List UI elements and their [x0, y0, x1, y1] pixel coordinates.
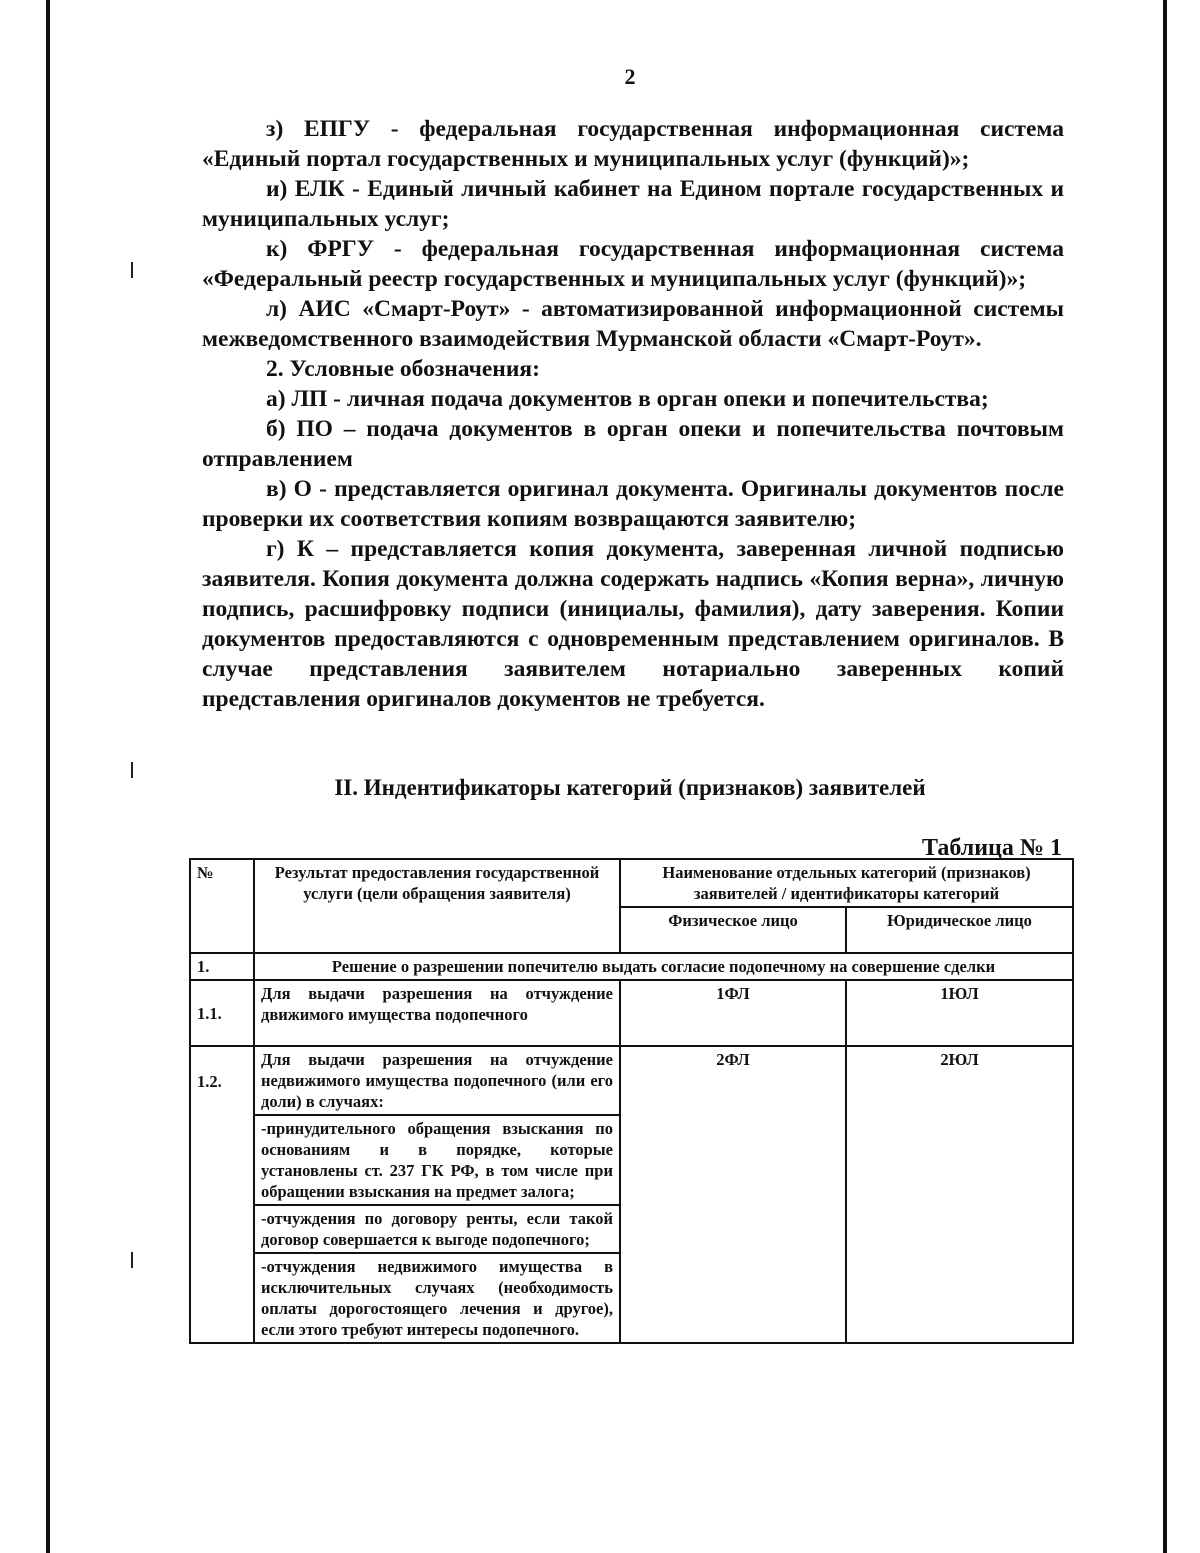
table-caption: Таблица № 1	[921, 835, 1062, 861]
paragraph: л) АИС «Смарт-Роут» - автоматизированной информационной системы межведомственного взаимодействия Мурманской области «Смарт-Роут».	[202, 296, 1064, 352]
row-num	[190, 1046, 254, 1343]
header-individual: Физическое лицо	[620, 907, 846, 953]
paragraph: и) ЕЛК - Единый личный кабинет на Едином портале государственных и муниципальных услуг;	[202, 176, 1064, 232]
table-row	[190, 980, 1073, 1046]
identifiers-table	[189, 858, 1074, 1344]
row-num-label: 1.2.	[197, 1072, 222, 1091]
row-legal-id: 1ЮЛ	[846, 980, 1073, 1046]
header-result: Результат предоставления государственной услуги (цели обращения заявителя)	[254, 859, 620, 953]
section-text: Решение о разрешении попечителю выдать согласие подопечному на совершение сделки	[254, 953, 1073, 980]
paragraph: з) ЕПГУ - федеральная государственная информационная система «Единый портал государственных и муниципальных услуг (функций)»;	[202, 116, 1064, 172]
case-text: -отчуждения по договору ренты, если такой договор совершается к выгоде подопечного;	[254, 1205, 620, 1253]
paragraph: б) ПО – подача документов в орган опеки и попечительства почтовым отправлением	[202, 416, 1064, 472]
row-num: 1.1.	[190, 980, 254, 1046]
row-individual-id: 2ФЛ	[620, 1046, 846, 1343]
margin-mark	[131, 262, 133, 278]
table-section-row	[190, 953, 1073, 980]
header-num: №	[190, 859, 254, 953]
row-text: Для выдачи разрешения на отчуждение недвижимого имущества подопечного (или его доли) в случаях:	[254, 1046, 620, 1115]
table-row	[190, 1046, 1073, 1115]
page-number: 2	[624, 64, 636, 89]
row-individual-id: 1ФЛ	[620, 980, 846, 1046]
section-title: II. Индентификаторы категорий (признаков) заявителей	[334, 775, 926, 800]
document-body	[202, 114, 1064, 714]
header-categories: Наименование отдельных категорий (признаков) заявителей / идентификаторы категорий	[620, 859, 1073, 907]
case-text: -отчуждения недвижимого имущества в исключительных случаях (необходимость оплаты дорогостоящего лечения и другое), если этого требуют интересы подопечного.	[254, 1253, 620, 1343]
paragraph: г) К – представляется копия документа, заверенная личной подписью заявителя. Копия документа должна содержать надпись «Копия верна», личную подпись, расшифровку подписи (инициалы, фамилия), дату заверения. Копии документов предоставляются с одновременным представлением оригиналов. В случае представления заявителем нотариально заверенных копий представления оригиналов документов не требуется.	[202, 536, 1064, 712]
paragraph: в) О - представляется оригинал документа. Оригиналы документов после проверки их соответствия копиям возвращаются заявителю;	[202, 476, 1064, 532]
row-legal-id: 2ЮЛ	[846, 1046, 1073, 1343]
section-num: 1.	[190, 953, 254, 980]
margin-mark	[131, 1252, 133, 1268]
header-legal: Юридическое лицо	[846, 907, 1073, 953]
table-header-row	[190, 859, 1073, 907]
case-text: -принудительного обращения взыскания по основаниям и в порядке, которые установлены ст. 237 ГК РФ, в том числе при обращении взыскания на предмет залога;	[254, 1115, 620, 1205]
paragraph: 2. Условные обозначения:	[266, 356, 540, 382]
paragraph: а) ЛП - личная подача документов в орган опеки и попечительства;	[266, 386, 989, 412]
paragraph: к) ФРГУ - федеральная государственная информационная система «Федеральный реестр государственных и муниципальных услуг (функций)»;	[202, 236, 1064, 292]
row-text: Для выдачи разрешения на отчуждение движимого имущества подопечного	[254, 980, 620, 1046]
